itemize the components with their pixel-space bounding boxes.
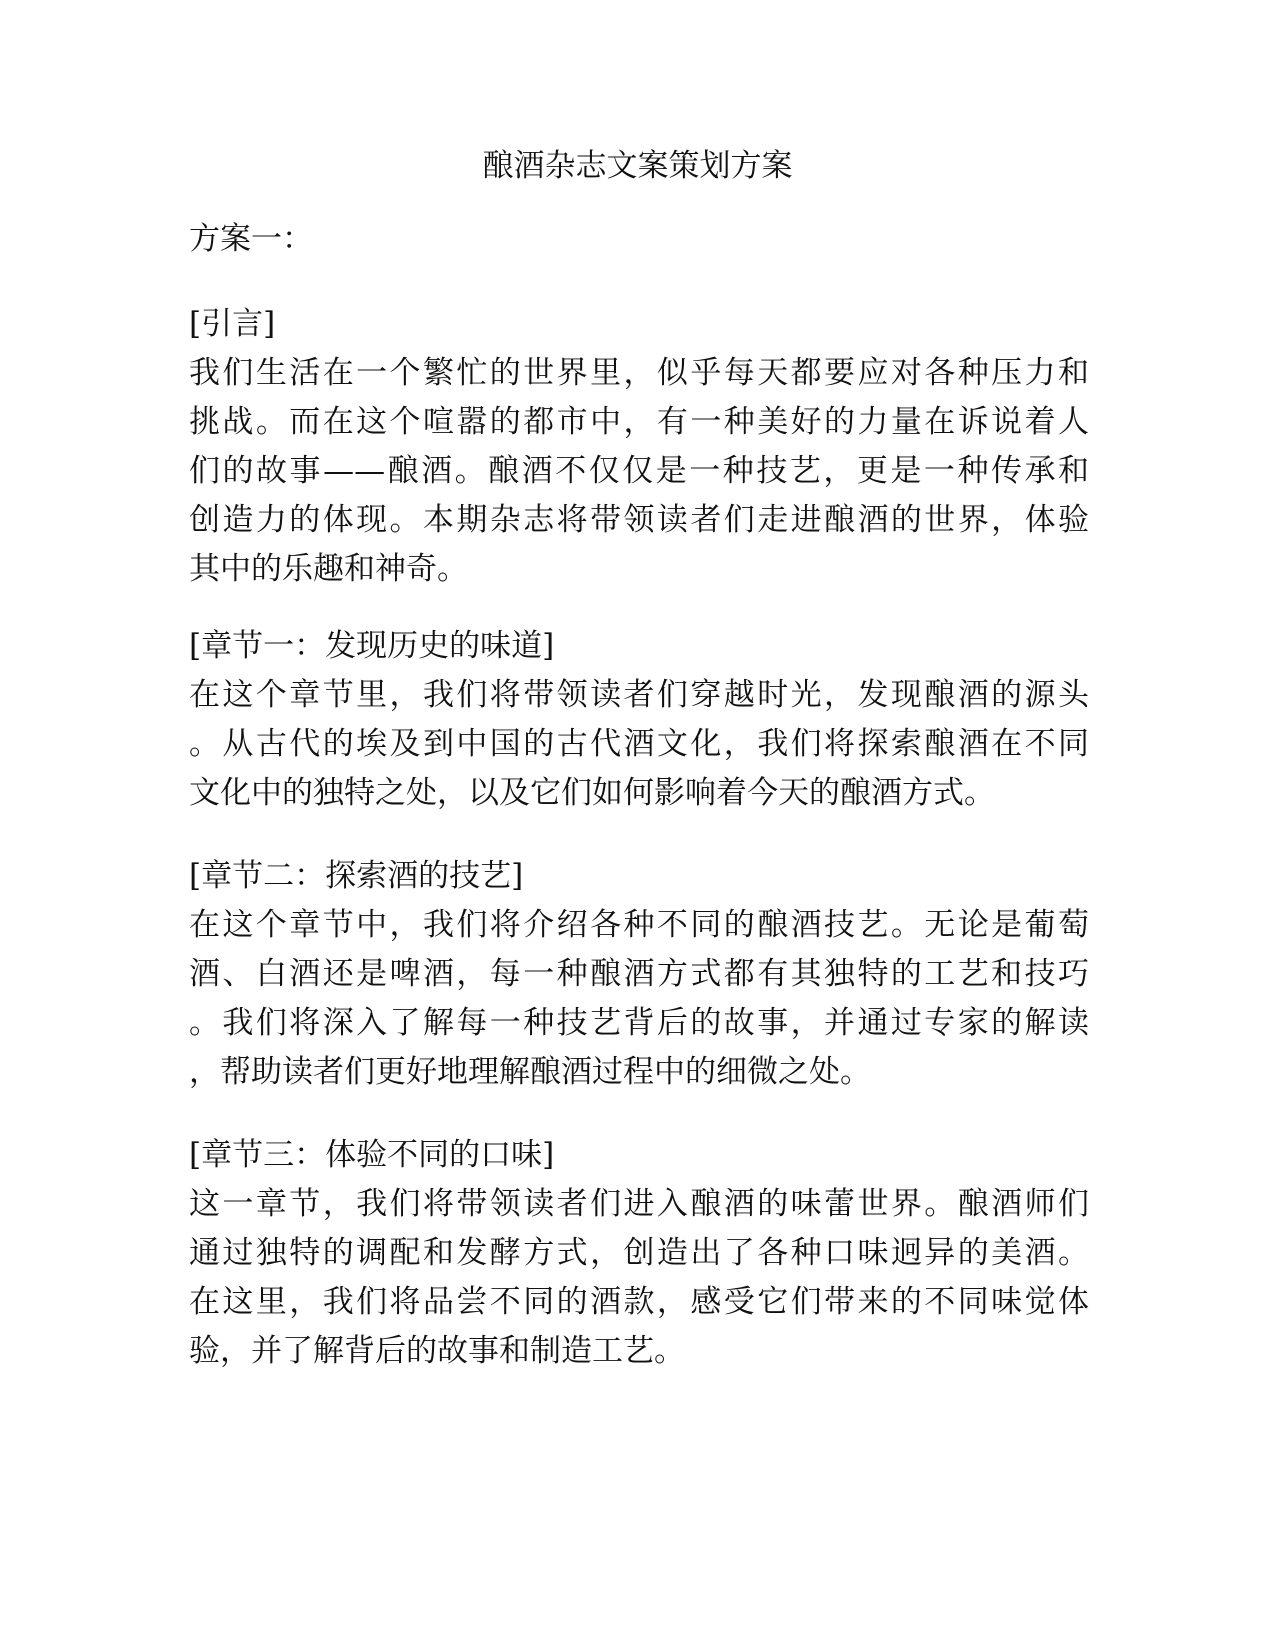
paragraph-line: 其中的乐趣和神奇。 <box>189 551 468 587</box>
section-chapter-three <box>189 1131 1089 1376</box>
paragraph-line: 通过独特的调配和发酵方式，创造出了各种口味迥异的美酒。 <box>189 1235 1089 1271</box>
section-heading: [章节三：体验不同的口味] <box>189 1137 555 1173</box>
paragraph-line: 这一章节，我们将带领读者们进入酿酒的味蕾世界。酿酒师们 <box>189 1186 1089 1222</box>
paragraph-line: 。我们将深入了解每一种技艺背后的故事，并通过专家的解读 <box>189 1005 1089 1041</box>
paragraph-line: 我们生活在一个繁忙的世界里，似乎每天都要应对各种压力和 <box>189 355 1089 391</box>
scheme-label: 方案一： <box>189 221 313 257</box>
paragraph-line: 文化中的独特之处，以及它们如何影响着今天的酿酒方式。 <box>189 775 995 811</box>
section-chapter-two <box>189 852 1089 1097</box>
section-paragraph <box>189 1180 1089 1376</box>
section-heading: [引言] <box>189 306 276 342</box>
section-paragraph <box>189 901 1089 1097</box>
section-introduction <box>189 300 1089 594</box>
section-heading: [章节一：发现历史的味道] <box>189 628 555 664</box>
paragraph-line: 在这个章节里，我们将带领读者们穿越时光，发现酿酒的源头 <box>189 677 1089 713</box>
paragraph-line: 验，并了解背后的故事和制造工艺。 <box>189 1333 685 1369</box>
paragraph-line: ，帮助读者们更好地理解酿酒过程中的细微之处。 <box>189 1054 871 1090</box>
section-chapter-one <box>189 622 1089 818</box>
section-heading: [章节二：探索酒的技艺] <box>189 858 524 894</box>
section-paragraph <box>189 349 1089 594</box>
document-title: 酿酒杂志文案策划方案 <box>482 148 793 184</box>
paragraph-line: 创造力的体现。本期杂志将带领读者们走进酿酒的世界，体验 <box>189 502 1089 538</box>
paragraph-line: 在这里，我们将品尝不同的酒款，感受它们带来的不同味觉体 <box>189 1284 1089 1320</box>
paragraph-line: 。从古代的埃及到中国的古代酒文化，我们将探索酿酒在不同 <box>189 726 1089 762</box>
paragraph-line: 挑战。而在这个喧嚣的都市中，有一种美好的力量在诉说着人 <box>189 404 1089 440</box>
section-paragraph <box>189 671 1089 818</box>
paragraph-line: 酒、白酒还是啤酒，每一种酿酒方式都有其独特的工艺和技巧 <box>189 956 1089 992</box>
paragraph-line: 在这个章节中，我们将介绍各种不同的酿酒技艺。无论是葡萄 <box>189 907 1089 943</box>
paragraph-line: 们的故事——酿酒。酿酒不仅仅是一种技艺，更是一种传承和 <box>189 453 1089 489</box>
